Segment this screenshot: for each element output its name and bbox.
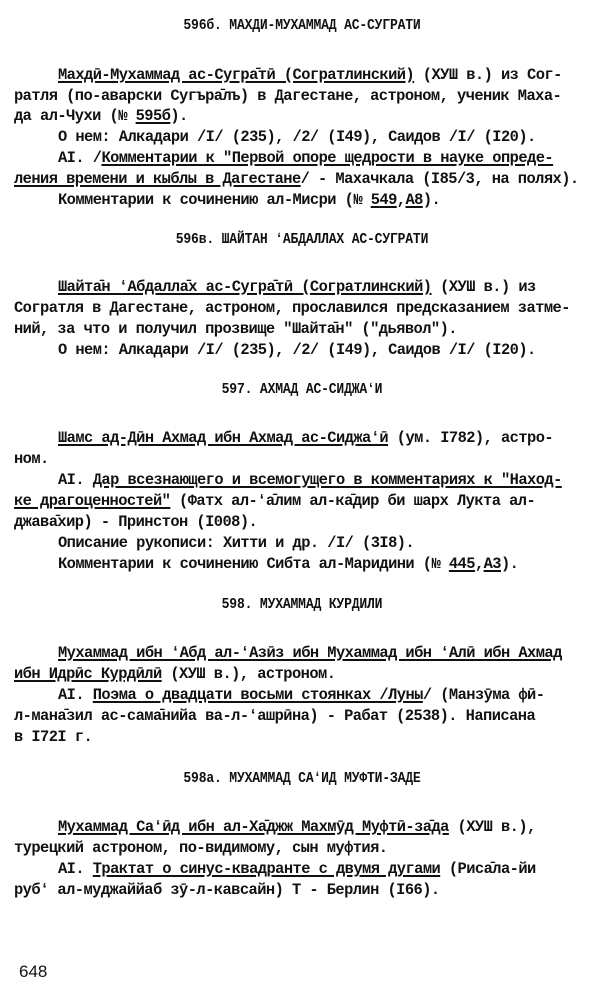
text: ).: [422, 191, 441, 209]
author-name: Мухаммад Саʻӣд ибн ал-Ха̄джж Махмӯд Муфтӣ-за̄да: [58, 818, 449, 836]
work-title: Комментарии к "Первой опоре щедрости в науке опреде-: [101, 149, 554, 167]
text: (Фатх ал-ʻа̄лим ал-ка̄дир би шарх Лукта ал-: [170, 492, 536, 510]
text: да ал-Чухи (№: [14, 107, 136, 125]
entry-heading: 596б. МАХДИ-МУХАММАД АС-СУГРАТИ: [183, 18, 421, 34]
entry-line: [14, 319, 457, 339]
entry-line: [14, 727, 92, 747]
entry-heading: 597. АХМАД АС-СИДЖАʻИ: [221, 382, 383, 398]
text: Согратля в Дагестане, астроном, прославился предсказанием затме-: [14, 299, 570, 317]
text: Комментарии к сочинению Сибта ал-Маридини (№: [58, 555, 449, 573]
text: О нем: Алкадари /I/ (235), /2/ (I49), Саидов /I/ (I20).: [58, 341, 536, 359]
entry-line: [14, 449, 49, 469]
entry-line: [14, 880, 440, 900]
text: О нем: Алкадари /I/ (235), /2/ (I49), Саидов /I/ (I20).: [58, 128, 536, 146]
entry-line: [58, 685, 544, 705]
text: AI.: [58, 686, 93, 704]
author-name: Шамс ад-Дӣн Ахмад ибн Ахмад ас-Сиджаʻӣ: [58, 429, 389, 447]
entry-line: [14, 86, 561, 106]
entry-line: [58, 428, 553, 448]
text: рубʻ ал-муджаййаб зӯ-л-кавсайн) Т - Берлин (I66).: [14, 881, 440, 899]
work-title: ке драгоценностей": [14, 492, 171, 510]
entry-line: [58, 817, 536, 837]
text: AI. /: [58, 149, 102, 167]
text: (ум. I782), астро-: [388, 429, 554, 447]
text: ,: [396, 191, 406, 209]
entry-line: [14, 491, 535, 511]
entry-line: [14, 106, 188, 126]
cross-reference: 595б: [135, 107, 171, 125]
text: (ХУШ в.) из Сог-: [414, 66, 562, 84]
entry-line: [58, 340, 536, 360]
text: (ХУШ в.),: [448, 818, 536, 836]
entry-line: [58, 127, 536, 147]
author-name: Мухаммад ибн ʻАбд ал-ʻАзӣз ибн Мухаммад ибн ʻАлӣ ибн Ахмад: [58, 644, 562, 662]
text: ний, за что и получил прозвище "Шайта̄н" ("дьявол").: [14, 320, 457, 338]
text: (ХУШ в.) из: [431, 278, 536, 296]
entry-heading: 598. МУХАММАД КУРДИЛИ: [221, 597, 383, 613]
entry-line: [14, 298, 570, 318]
entry-line: [58, 643, 562, 663]
text: в I72I г.: [14, 728, 93, 746]
text: ).: [170, 107, 188, 125]
entry-heading: 596в. ШАЙТАН ʻАБДАЛЛАХ АС-СУГРАТИ: [175, 232, 429, 248]
work-title: Трактат о синус-квадранте с двумя дугами: [92, 860, 441, 878]
text: джава̄хир) - Принстон (I008).: [14, 513, 258, 531]
cross-reference: 549: [370, 191, 397, 209]
text: AI.: [58, 471, 93, 489]
text: л-мана̄зил ас-сама̄нийа ва-л-ʻашрӣна) - Рабат (2538). Написана: [14, 707, 536, 725]
entry-line: [14, 512, 257, 532]
text: (Риса̄ла-йи: [440, 860, 536, 878]
entry-line: [58, 859, 536, 879]
author-name: ибн Идрӣс Курдӣлӣ: [14, 665, 162, 683]
entry-line: [14, 838, 388, 858]
entry-line: [14, 706, 535, 726]
entry-line: [58, 65, 562, 85]
page-number: 648: [19, 962, 48, 981]
entry-line: [14, 169, 579, 189]
cross-reference: А8: [405, 191, 423, 209]
text: ном.: [14, 450, 49, 468]
entry-line: [58, 190, 440, 210]
entry-heading: 598а. МУХАММАД САʻИД МУФТИ-ЗАДЕ: [183, 771, 421, 787]
entry-line: [58, 277, 536, 297]
text: AI.: [58, 860, 93, 878]
author-name: Махдӣ-Мухаммад ас-Сугра̄тӣ (Согратлинский): [58, 66, 415, 84]
text: Комментарии к сочинению ал-Мисри (№: [58, 191, 371, 209]
work-title: Дар всезнающего и всемогущего в комментариях к "Наход-: [92, 471, 562, 489]
cross-reference: 445: [448, 555, 475, 573]
text: турецкий астроном, по-видимому, сын муфтия.: [14, 839, 388, 857]
text: (ХУШ в.), астроном.: [161, 665, 336, 683]
entry-line: [58, 533, 414, 553]
text: Описание рукописи: Хитти и др. /I/ (3I8).: [58, 534, 415, 552]
cross-reference: А3: [483, 555, 501, 573]
work-title: Поэма о двадцати восьми стоянках /Луны: [92, 686, 423, 704]
work-title: ления времени и кыблы в Дагестане: [14, 170, 301, 188]
text: ратля (по-аварски Сугъра̄лъ) в Дагестане, астроном, ученик Маха-: [14, 87, 562, 105]
entry-line: [58, 554, 518, 574]
text: ).: [501, 555, 519, 573]
text: ,: [474, 555, 484, 573]
entry-line: [58, 148, 553, 168]
text: / (Манзӯма фӣ-: [422, 686, 545, 704]
entry-line: [14, 664, 335, 684]
author-name: Шайта̄н ʻАбдалла̄х ас-Сугра̄тӣ (Согратлинский): [58, 278, 432, 296]
text: / - Махачкала (I85/3, на полях).: [300, 170, 579, 188]
entry-line: [58, 470, 562, 490]
